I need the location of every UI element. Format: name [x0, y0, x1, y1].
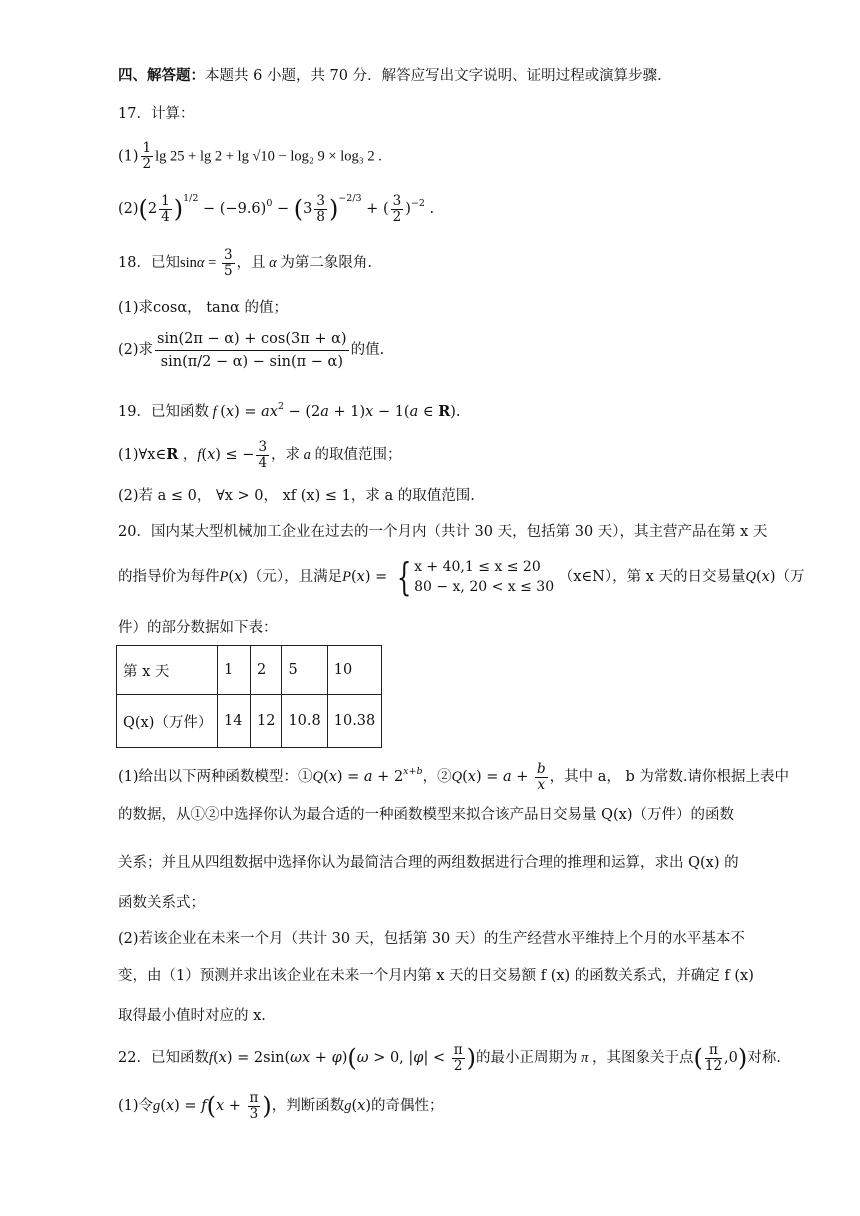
q22-stem: 22．已知函数f(x) = 2sin(ωx + φ)(ω > 0, |φ| < $\frac{\pi}{2}$ )的最小正周期为 π ，其图象关于点( $\frac{\pi}{12}$ ,0)对称. [118, 1041, 781, 1074]
q20-line2-text-2: （元），且满足 [247, 569, 343, 585]
fraction-three-halves: $\frac{3}{2}$ [392, 192, 402, 225]
q20-data-table [116, 645, 382, 748]
q19-part1-text: (1)∀x∈ [118, 447, 167, 463]
fraction-pi-over-2: $\frac{\pi}{2}$ [453, 1041, 463, 1074]
q18-stem-text: 18．已知 [118, 255, 180, 271]
q18-stem: 18．已知sinα = $\frac{3}{5}$ ，且 α 为第二象限角. [118, 246, 373, 279]
q19-stem: 19．已知函数 f $(x) = ax^2 - (2a + 1)x - 1(a$ ∈ R). [118, 401, 461, 420]
section-header [118, 66, 672, 86]
q20-part1-line2: 的数据，从①②中选择你认为最合适的一种函数模型来拟合该产品日交易量 Q(x)（万件）的函数 [118, 807, 734, 823]
q18-stem-text-2: ，且 [236, 255, 266, 271]
table-cell: 10.8 [282, 695, 327, 748]
fraction-b-over-x: $\frac{b}{x}$ [537, 760, 546, 793]
fraction-one-quarter: $\frac{1}{4}$ [161, 192, 170, 225]
piecewise-case-1: x + 40,1 ≤ x ≤ 20 [414, 559, 541, 575]
q20-part1-text-2: ，② [422, 769, 452, 785]
q20-part2-line1: (2)若该企业在未来一个月（共计 30 天，包括第 30 天）的生产经营水平维持上个月的水平基本不 [118, 931, 745, 947]
q20-part1-text-3: ，其中 a， b 为常数.请你根据上表中 [549, 769, 790, 785]
q19-part2: (2)若 a ≤ 0， ∀x > 0， xf (x) ≤ 1，求 a 的取值范围. [118, 488, 475, 504]
table-cell: 14 [218, 695, 251, 748]
q18-part2 [118, 322, 384, 378]
piecewise-case-2: 80 − x, 20 < x ≤ 30 [414, 579, 555, 595]
section-title: 四、解答题： [118, 67, 205, 84]
q22-stem-text-2: 的最小正周期为 [475, 1050, 578, 1066]
q22-part1-text-3: 的奇偶性； [371, 1098, 444, 1114]
q19-stem-text: 19．已知函数 [118, 404, 209, 420]
table-cell: 12 [251, 695, 282, 748]
q20-line2: 的指导价为每件P(x)（元），且满足P(x) = { x + 40,1 ≤ x ≤ 20 80 − x, 20 < x ≤ 30 （x∈N），第 x 天的日交易量Q(x)（万 [118, 555, 805, 599]
q18-fraction-expression: $\frac{\sin(2\pi - \alpha) + \cos(3\pi + \alpha)}{\sin(\pi/2 - \alpha) - \sin(\pi - \alpha)}$ [155, 328, 349, 373]
q22-stem-text-3: ，其图象关于点 [591, 1050, 694, 1066]
section-description: 本题共 6 小题，共 70 分．解答应写出文字说明、证明过程或演算步骤． [205, 68, 672, 84]
q18-stem-text-3: 为第二象限角. [280, 255, 373, 271]
q17-part2-label: (2) [118, 201, 139, 217]
q19-part1-text-3: 的取值范围； [314, 447, 402, 463]
table-cell: 5 [282, 646, 327, 695]
fraction-pi-over-12: $\frac{\pi}{12}$ [704, 1041, 723, 1074]
fraction-three-quarters: $\frac{3}{4}$ [258, 438, 268, 471]
table-cell: 10 [327, 646, 382, 695]
q20-part2-line2: 变，由（1）预测并求出该企业在未来一个月内第 x 天的日交易额 f (x) 的函数关系式，并确定 f (x) [118, 968, 754, 984]
q20-part1-line3: 关系；并且从四组数据中选择你认为最简洁合理的两组数据进行合理的推理和运算，求出 Q(x) 的 [118, 855, 739, 871]
q19-part1: (1)∀x∈R ，f(x) ≤ − $\frac{3}{4}$ ，求 a 的取值范围； [118, 438, 402, 471]
q17-stem: 17．计算： [118, 106, 195, 122]
q20-line1: 20．国内某大型机械加工企业在过去的一个月内（共计 30 天，包括第 30 天），其主营产品在第 x 天 [118, 524, 768, 540]
fraction-three-eighths: $\frac{3}{8}$ [316, 192, 325, 225]
q20-part1-line4: 函数关系式； [118, 895, 205, 911]
table-cell: 10.38 [327, 695, 382, 748]
q17-part1-label: (1) [118, 148, 139, 165]
q17-part2: (2)(2 $\frac{1}{4}$ )$^{1/2} - (-9.6)^0 - (3$ $\frac{3}{8}$ )$^{-2/3}$ + ( $\frac{3}{2}$ )$^{-2}$ . [118, 192, 435, 225]
table-cell: 第 x 天 [117, 646, 218, 695]
q17-part1 [118, 141, 382, 172]
q22-part1-text-2: ，判断函数 [271, 1098, 345, 1114]
q20-line2-text: 的指导价为每件 [118, 569, 220, 585]
q20-part1-line1: (1)给出以下两种函数模型：①Q(x) = $a + 2^{x+b}$，②Q(x) = a + $\frac{b}{x}$ ，其中 a， b 为常数.请你根据上表中 [118, 760, 790, 793]
q18-part2-label: (2)求 [118, 342, 154, 358]
table-cell: Q(x)（万件） [117, 695, 218, 748]
q18-part2-end: 的值. [350, 342, 385, 358]
q22-stem-text-4: 对称. [747, 1050, 781, 1066]
q18-part1: (1)求cosα， tanα 的值； [118, 300, 288, 316]
table-row [117, 695, 382, 748]
piecewise-definition: { x + 40,1 ≤ x ≤ 20 80 − x, 20 < x ≤ 30 [396, 555, 555, 599]
q17-part1-expression: lg 25 + lg 2 + lg √10 − log₂ 9 × log₃ 2 . [155, 148, 382, 165]
q22-stem-text: 22．已知函数 [118, 1050, 209, 1066]
fraction-pi-over-3: $\frac{\pi}{3}$ [249, 1089, 259, 1122]
q20-part2-line3: 取得最小值时对应的 x. [118, 1008, 266, 1024]
fraction-one-half: $\frac{1}{2}$ [142, 140, 152, 172]
q20-line3: 件）的部分数据如下表： [118, 620, 278, 636]
q22-part1-text: (1)令 [118, 1098, 154, 1114]
table-cell: 2 [251, 646, 282, 695]
q20-line2-text-3: （x∈N），第 x 天的日交易量 [558, 569, 746, 585]
q20-line2-text-4: （万 [775, 569, 805, 585]
q22-part1: (1)令g(x) = f(x + $\frac{\pi}{3}$ )，判断函数g(x)的奇偶性； [118, 1089, 444, 1122]
fraction-three-fifths: $\frac{3}{5}$ [223, 246, 233, 279]
q19-part1-text-2: ，求 [271, 447, 301, 463]
q20-part1-text: (1)给出以下两种函数模型：① [118, 769, 313, 785]
table-cell: 1 [218, 646, 251, 695]
table-row [117, 646, 382, 695]
